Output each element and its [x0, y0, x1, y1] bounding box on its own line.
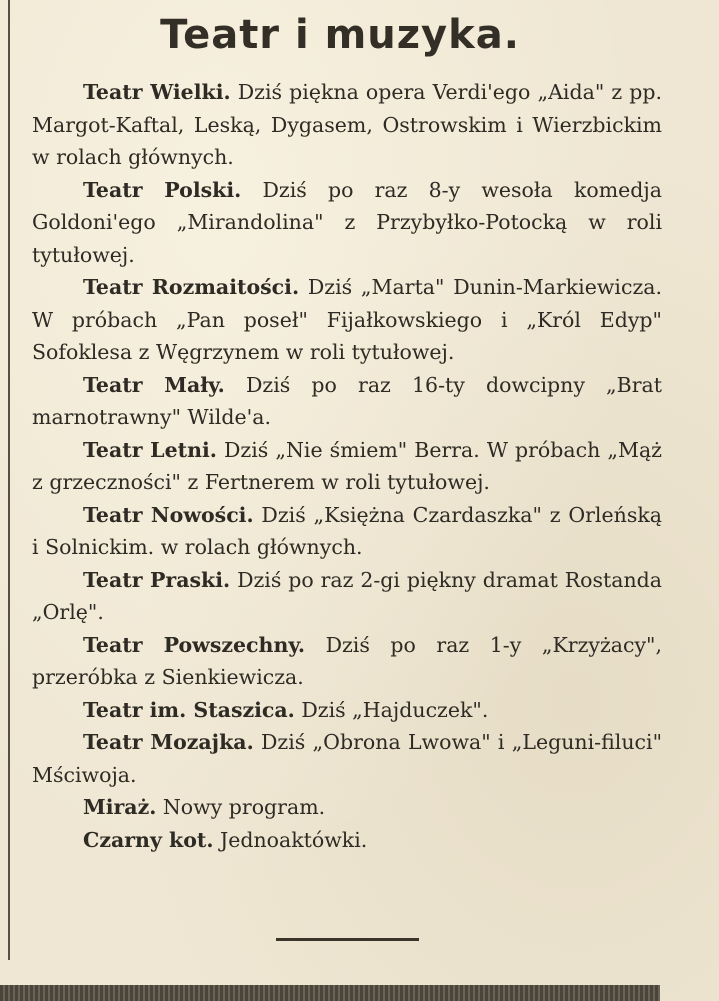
listing-paragraph — [32, 174, 662, 272]
listing-paragraph — [32, 629, 662, 694]
listing-text: Dziś po raz 1-y „Krzyżacy", przeróbka z Sienkiewicza. — [32, 632, 662, 689]
listing-text: Dziś „Marta" Dunin-Markiewicza. W próbach „Pan poseł" Fijałkowskiego i „Król Edyp" Sofoklesa z Węgrzynem w roli tytułowej. — [32, 275, 662, 364]
theatre-name: Teatr im. Staszica. — [83, 697, 295, 722]
listing-paragraph — [32, 369, 662, 434]
listing-text: Jednoaktówki. — [213, 827, 368, 852]
listing-paragraph — [32, 726, 662, 791]
theatre-name: Teatr Mały. — [83, 372, 225, 397]
column-divider-line — [8, 0, 10, 960]
listing-text: Dziś po raz 2-gi piękny dramat Rostanda „Orlę". — [32, 567, 663, 624]
theatre-name: Teatr Letni. — [83, 437, 217, 462]
listing-text: Dziś po raz 8-y wesoła komedja Goldoni'ego „Mirandolina" z Przybyłko-Potocką w roli tytułowej. — [32, 177, 662, 267]
listing-text: Dziś „Obrona Lwowa" i „Leguni-filuci" Mściwoja. — [32, 730, 663, 787]
listing-text: Dziś „Nie śmiem" Berra. W próbach „Mąż z grzeczności" z Fertnerem w roli tytułowej. — [32, 437, 662, 494]
listing-paragraph — [32, 824, 662, 857]
page-bottom-border — [0, 985, 660, 1001]
listing-paragraph — [32, 271, 662, 369]
theatre-name: Czarny kot. — [83, 827, 214, 852]
theatre-name: Teatr Powszechny. — [83, 632, 306, 657]
theatre-name: Teatr Mozajka. — [83, 730, 254, 754]
listing-text: Dziś „Księżna Czardaszka" z Orleńską i Solnickim. w rolach głównych. — [32, 502, 662, 559]
listing-paragraph — [32, 564, 662, 629]
theatre-name: Teatr Wielki. — [83, 80, 231, 104]
theatre-name: Teatr Polski. — [83, 177, 242, 202]
theatre-listings — [32, 76, 662, 856]
listing-text: Dziś „Hajduczek". — [294, 697, 489, 722]
listing-text: Dziś piękna opera Verdi'ego „Aida" z pp. Margot-Kaftal, Leską, Dygasem, Ostrowskim i Wierzbickim w rolach głównych. — [32, 80, 663, 169]
theatre-name: Teatr Praski. — [83, 567, 231, 592]
theatre-name: Teatr Nowości. — [83, 502, 254, 527]
listing-paragraph — [32, 694, 662, 727]
listing-paragraph — [32, 499, 662, 564]
listing-paragraph — [32, 76, 662, 174]
section-end-rule — [276, 938, 419, 941]
listing-paragraph — [32, 791, 662, 824]
theatre-name: Teatr Rozmaitości. — [83, 275, 300, 299]
listing-text: Nowy program. — [156, 795, 326, 819]
section-heading: Teatr i muzyka. — [160, 12, 520, 58]
listing-paragraph — [32, 434, 662, 499]
listing-text: Dziś po raz 16-ty dowcipny „Brat marnotrawny" Wilde'a. — [32, 372, 662, 429]
theatre-name: Miraż. — [83, 795, 157, 819]
